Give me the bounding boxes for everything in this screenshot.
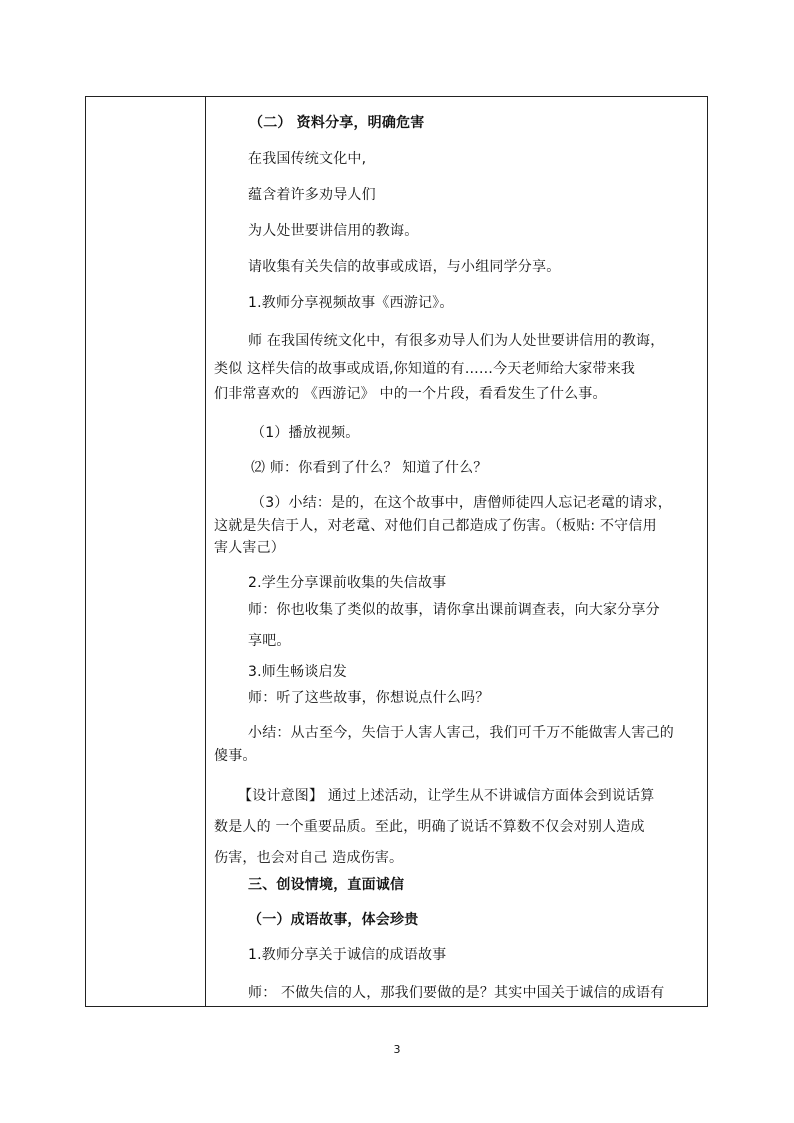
- section-heading: 三、创设情境，直面诚信: [248, 877, 405, 893]
- paragraph-line: 享吧。: [248, 633, 291, 649]
- paragraph-line: 蕴含着许多劝导人们: [248, 187, 376, 203]
- subsection-heading: （一）成语故事，体会珍贵: [248, 912, 419, 928]
- paragraph-line: 数是人的 一个重要品质。至此，明确了说话不算数不仅会对别人造成: [214, 819, 645, 835]
- paragraph-line: 师： 不做失信的人，那我们要做的是？其实中国关于诚信的成语有: [248, 985, 665, 1001]
- paragraph-line: 类似 这样失信的故事或成语,你知道的有……今天老师给大家带来我: [214, 361, 636, 377]
- paragraph-line: 伤害，也会对自己 造成伤害。: [214, 850, 404, 866]
- list-item: 3.师生畅谈启发: [248, 664, 347, 680]
- paragraph-line: 傻事。: [214, 748, 257, 764]
- heading-resource-sharing: （二） 资料分享，明确危害: [249, 115, 425, 131]
- list-item: （1）播放视频。: [251, 425, 360, 441]
- paragraph-line: 在我国传统文化中,: [248, 151, 367, 167]
- list-item: 1.教师分享关于诚信的成语故事: [248, 947, 447, 963]
- design-intent: 【设计意图】 通过上述活动，让学生从不讲诚信方面体会到说话算: [238, 788, 655, 804]
- paragraph-line: 这就是失信于人，对老鼋、对他们自己都造成了伤害。（板贴: 不守信用: [214, 518, 657, 534]
- paragraph-line: 师 在我国传统文化中，有很多劝导人们为人处世要讲信用的教诲，: [248, 333, 665, 349]
- paragraph-line: 为人处世要讲信用的教诲。: [248, 223, 419, 239]
- paragraph-line: （3）小结：是的，在这个故事中，唐僧师徒四人忘记老鼋的请求，: [251, 495, 672, 511]
- paragraph-line: 请收集有关失信的故事或成语，与小组同学分享。: [248, 259, 561, 275]
- paragraph-line: 们非常喜欢的 《西游记》 中的一个片段，看看发生了什么事。: [214, 386, 607, 402]
- list-item: ⑵ 师：你看到了什么？ 知道了什么？: [251, 460, 488, 476]
- paragraph-line: 师：你也收集了类似的故事，请你拿出课前调查表，向大家分享分: [248, 602, 660, 618]
- paragraph-line: 害人害己）: [214, 540, 285, 556]
- paragraph-line: 师：听了这些故事，你想说点什么吗？: [248, 690, 490, 706]
- paragraph-line: 小结：从古至今，失信于人害人害己，我们可千万不能做害人害己的: [248, 725, 674, 741]
- table-column-divider: [205, 96, 206, 1007]
- list-item: 2.学生分享课前收集的失信故事: [248, 575, 447, 591]
- list-item: 1.教师分享视频故事《西游记》。: [248, 295, 454, 311]
- page-number: 3: [393, 1043, 401, 1056]
